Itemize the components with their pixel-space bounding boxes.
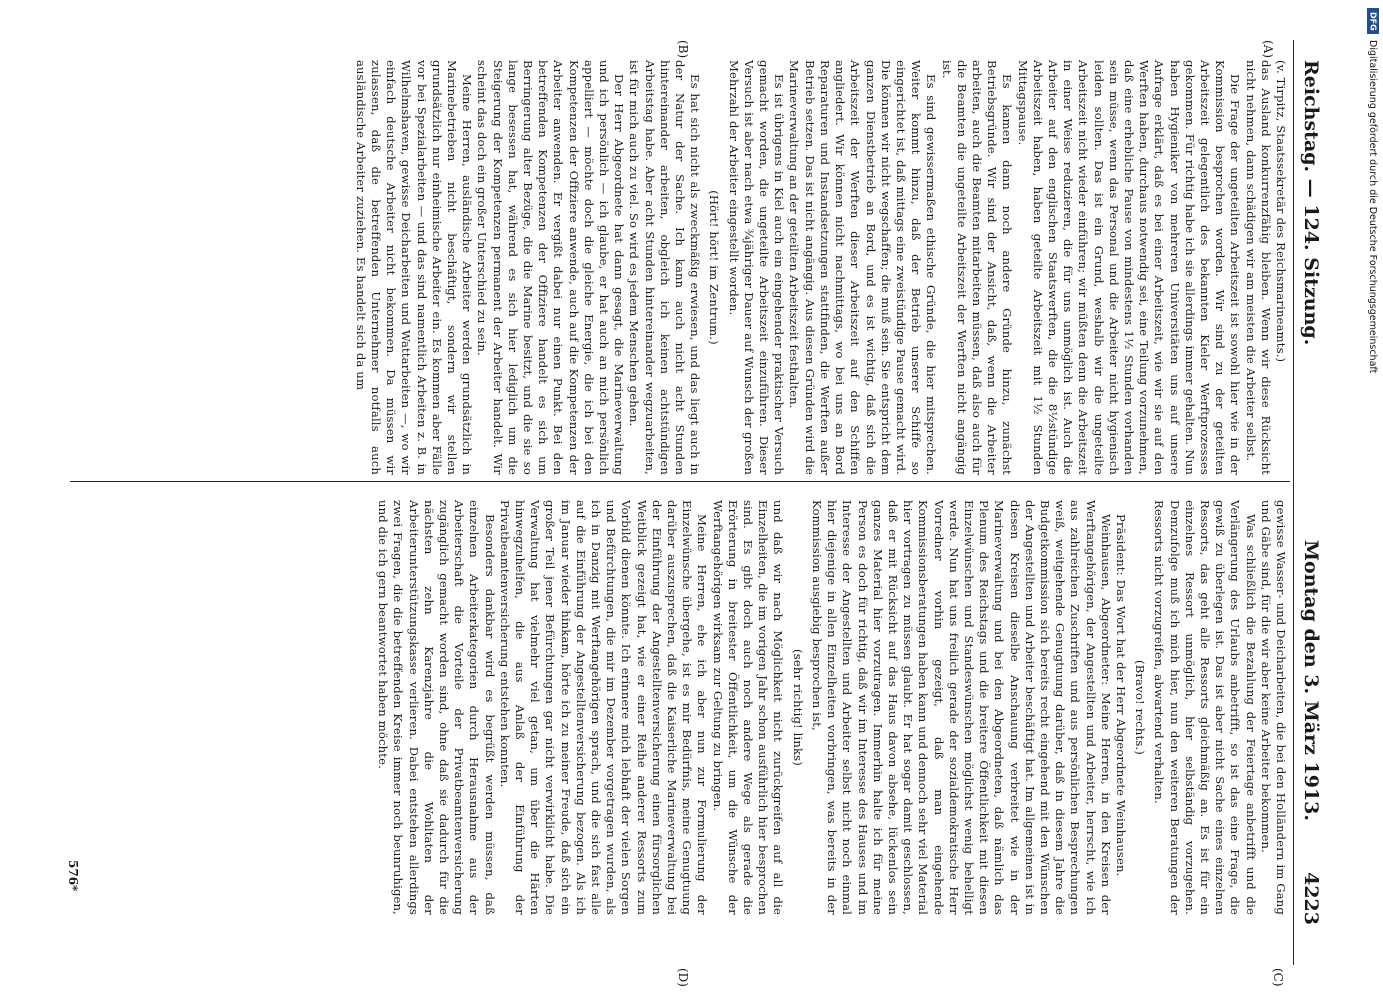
interjection: (sehr richtig! links) (790, 649, 805, 766)
paragraph: Die Frage der ungeteilten Arbeitszeit ist sowohl hier wie in der Kommission besprochen worden. Wir sind zu der geteilten Arbeitszeit gelegentlich des bekannten Kieler Werftprozesses gekommen. Für richtig habe ich sie allerdings immer gehalten. Nun haben Hygieniker von mehreren Universitäten uns auf unsere Anfrage erklärt, daß es bei einer Arbeitszeit, wie wir sie auf den Werften haben, durchaus notwendig sei, eine Teilung vorzunehmen, daß eine erhebliche Pause von mindestens 1½ Stunden vorhanden sein müsse, wenn das Personal und die Arbeiter nicht hygienisch leiden sollten. Das ist ein Grund, weshalb wir die ungeteilte Arbeitszeit nicht wieder einführen; wir müßten denn die Arbeitszeit in einer Weise reduzieren, die für uns unmöglich ist. Auch die Arbeiter auf den englischen Staatswerften, die die 8½stündige Arbeitszeit haben, haben geteilte Arbeitszeit mit 1½ Stunden Mittagspause. (1015, 60, 1243, 475)
margin-mark-c: (C) (1271, 968, 1285, 987)
margin-mark-a: (A) (1261, 40, 1275, 59)
signature-number: 576* (66, 860, 80, 892)
paragraph: Es sind gewissermaßen ethische Gründe, die hier mitsprechen. Weiter kommt hinzu, daß der Betrieb unserer Schiffe so eingerichtet ist, daß mittags eine zweistündige Pause gemacht wird. Die können wir nicht wegschaffen; die muß sein. Sie entspricht dem ganzen Dienstbetrieb an Bord, und es ist wichtig, daß sich die Arbeitszeit der Werften dieser Arbeitszeit auf den Schiffen angliedert. Wir können nicht nachmittags, wo bei uns an Bord Reparaturen und Instandsetzungen stattfinden, die Werften außer Betrieb setzen. Das ist nicht angängig. Aus diesen Gründen wird die Marineverwaltung an der geteilten Arbeitszeit festhalten. (787, 60, 939, 475)
digitization-credit: Digitalisierung gefördert durch die Deutsche Forschungsgemeinschaft (1367, 40, 1378, 374)
paragraph: Was schließlich die Bezahlung der Feiertage anbetrifft und die Verlängerung des Urlaubs anbetrifft, so ist das eine Frage, die gewiß zu überlegen ist. Das ist aber nicht Sache eines einzelnen Ressorts, das geht alle Ressorts gleichmäßig an. Es ist für ein einzelnes Ressort unmöglich, hier selbständig vorzugehen. Demzufolge muß ich mich hier, nun den weiteren Beratungen der Ressorts nicht vorzugreifen, abwartend verhalten. (1152, 500, 1258, 915)
page-header (1292, 40, 1322, 965)
paragraph: Es ist übrigens in Kiel auch ein eingehender praktischer Versuch gemacht worden, die ungeteilte Arbeitszeit einzuführen. Dieser Versuch ist aber nach etwa ¾jähriger Dauer auf Wunsch der großen Mehrzahl der Arbeiter eingestellt worden. (726, 60, 787, 475)
paragraph: Meine Herren, ehe ich aber nun zur Formulierung der Einzelwünsche übergehe, ist es mir Bedürfnis, meine Genugtuung darüber auszusprechen, daß die Kaiserliche Marineverwaltung bei der Einführung der Angestelltenversicherung einen fürsorglichen Weitblick gezeigt hat, wie er einer Reihe anderer Ressorts zum Vorbild dienen könnte. Ich erinnere mich lebhaft der vielen Sorgen und Befürchtungen, die mir im Dezember vorgetragen wurden, als ich in Danzig mit Werftangehörigen sprach, und die sich fast alle auf die Einführung der Angestelltenversicherung bezogen. Als ich im Januar wieder hinkam, hörte ich zu meiner Freude, daß sich ein großer Teil jener Befürchtungen gar nicht verwirklicht habe. Die Verwaltung hat vielmehr viel getan, um über die Härten hinwegzuhelfen, die aus Anlaß der Einführung der Privatbeamtenversicherung entstehen konnten. (497, 500, 710, 915)
paragraph: und daß wir nach Möglichkeit nicht zurückgreifen auf all die Einzelheiten, die im vorigen Jahr schon ausführlich hier besprochen sind. Es gibt doch auch noch andere Wege als gerade die Erörterung in breitester Öffentlichkeit, um die Wünsche der Werftangehörigen wirksam zur Geltung zu bringen. (710, 500, 786, 915)
paragraph: das Ausland konkurrenzfähig bleiben. Wenn wir diese Rücksicht nicht nehmen, dann schädigen wir am meisten die Arbeiter selbst. (1243, 60, 1273, 475)
header-date: Montag den 3. März 1913. (1300, 540, 1322, 822)
interjection: (Hört! hört! im Zentrum.) (707, 190, 722, 345)
paragraph: Meine Herren, ausländische Arbeiter werden grundsätzlich in Marinebetrieben nicht beschäftigt, sondern wir stellen grundsätzlich nur einheimische Arbeiter ein. Es kommen aber Fälle vor bei Spezialarbeiten — und das sind namentlich Arbeiten z. B. in Wilhelmshaven, gewisse Deicharbeiten und Wattarbeiten —, wo wir einfach deutsche Arbeiter nicht bekommen. Da müssen wir zulassen, daß die betreffenden Unternehmer notfalls auch ausländische Arbeiter zuziehen. Es handelt sich da um (353, 60, 475, 475)
paragraph: Es hat sich nicht als zweckmäßig erwiesen, und das liegt auch in der Natur der Sache. Ich kann auch nicht acht Stunden hintereinander arbeiten, obgleich ich keinen achtstündigen Arbeitstag habe. Aber acht Stunden hintereinander wegzuarbeiten, ist für mich auch zu viel. So wird es jedem Menschen gehen. (627, 60, 703, 475)
interjection: (Bravo! rechts.) (1133, 660, 1148, 755)
header-session: Reichstag. — 124. Sitzung. (1300, 60, 1322, 346)
header-rule (1293, 40, 1294, 965)
paragraph: gewisse Wasser- und Deicharbeiten, die bei den Holländern im Gang und Gäbe sind, für die wir aber keine Arbeiter bekommen. (1258, 500, 1288, 915)
paragraph: Besonders dankbar wird es begrüßt werden müssen, daß einzelnen Arbeiterkategorien durch Herausnahme aus der Arbeiterschaft die Vorteile der Privatbeamtenversicherung zugänglich gemacht worden sind, ohne daß sie dadurch für die nächsten zehn Karenzjahre die Wohltaten der Arbeiterunterstützungskasse verlieren. Dabei entstehen allerdings zwei Fragen, die die betreffenden Kreise immer noch beunruhigen, und die ich gern beantwortet haben möchte. (376, 500, 497, 915)
speaker-note: (v. Tirpitz, Staatssekretär des Reichsmarineamts.) (1274, 60, 1288, 363)
margin-mark-b: (B) (676, 40, 690, 59)
left-column (353, 60, 1288, 475)
paragraph: Weinhausen, Abgeordneter: Meine Herren, in den Kreisen der Werftangehörigen, der Angestellten und Arbeiter, herrscht, wie ich aus zahlreichen Zuschriften und aus persönlichen Besprechungen weiß, weitgehende Genugtuung darüber, daß in diesem Jahre die Budgetkommission sich bereits recht eingehend mit den Wünschen der Angestellten und Arbeiter beschäftigt hat. Im allgemeinen ist in diesen Kreisen dieselbe Anschauung verbreitet wie in der Marineverwaltung und bei den Abgeordneten, daß nämlich das Plenum des Reichstags und die breitere Öffentlichkeit mit diesen Einzelwünschen und Standeswünschen möglichst wenig behelligt werde. Nun hat uns freilich gerade der sozialdemokratische Herr Vorredner vorhin gezeigt, daß man eingehende Kommissionsberatungen haben kann und dennoch sehr viel Material hier vortragen zu müssen glaubt. Er hat sogar damit geschlossen, daß er mit Rücksicht auf das Haus davon absehe, lückenlos sein ganzes Material hier vorzutragen. Immerhin halte ich für meine Person es doch für richtig, daß wir im Interesse des Hauses und im Interesse der Angestellten und Arbeiter selbst nicht noch einmal hier diejenige in allen Einzelheiten vorbringen, was bereits in der Kommission ausgiebig besprochen ist, (809, 500, 1113, 915)
right-column (375, 500, 1288, 915)
header-page-number: 4223 (1300, 872, 1322, 925)
column-divider (70, 481, 1290, 482)
margin-mark-d: (D) (676, 968, 690, 987)
paragraph: Es kamen dann noch andere Gründe hinzu, zunächst Betriebsgründe. Wir sind der Ansicht, daß, wenn die Arbeiter arbeiten, auch die Beamten mitarbeiten müssen, daß also auch für die Beamten die ungeteilte Arbeitszeit der Werften nicht angängig ist. (939, 60, 1015, 475)
paragraph: Präsident: Das Wort hat der Herr Abgeordnete Weinhausen. (1113, 514, 1128, 877)
dfg-logo-icon: DFG (1367, 8, 1379, 34)
paragraph: Der Herr Abgeordnete hat dann gesagt, die Marineverwaltung und ich persönlich — ich glaube, er hat auch an mich persönlich appelliert — möchte doch die gleiche Energie, die ich bei den Kompetenzen der Offiziere anwende, auch auf die Kompetenzen der Arbeiter anwenden. Er vergißt dabei nur einen Punkt. Bei den betreffenden Kompetenzen der Offiziere handelt es sich um Berringerung alter Bezüge, die die Marine besitzt, und die sie so lange besessen hat, während es sich hier lediglich um die Steigerung der Kompetenzen permanent der Arbeiter handelt. Wir scheint das doch ein großer Unterschied zu sein. (475, 60, 627, 475)
